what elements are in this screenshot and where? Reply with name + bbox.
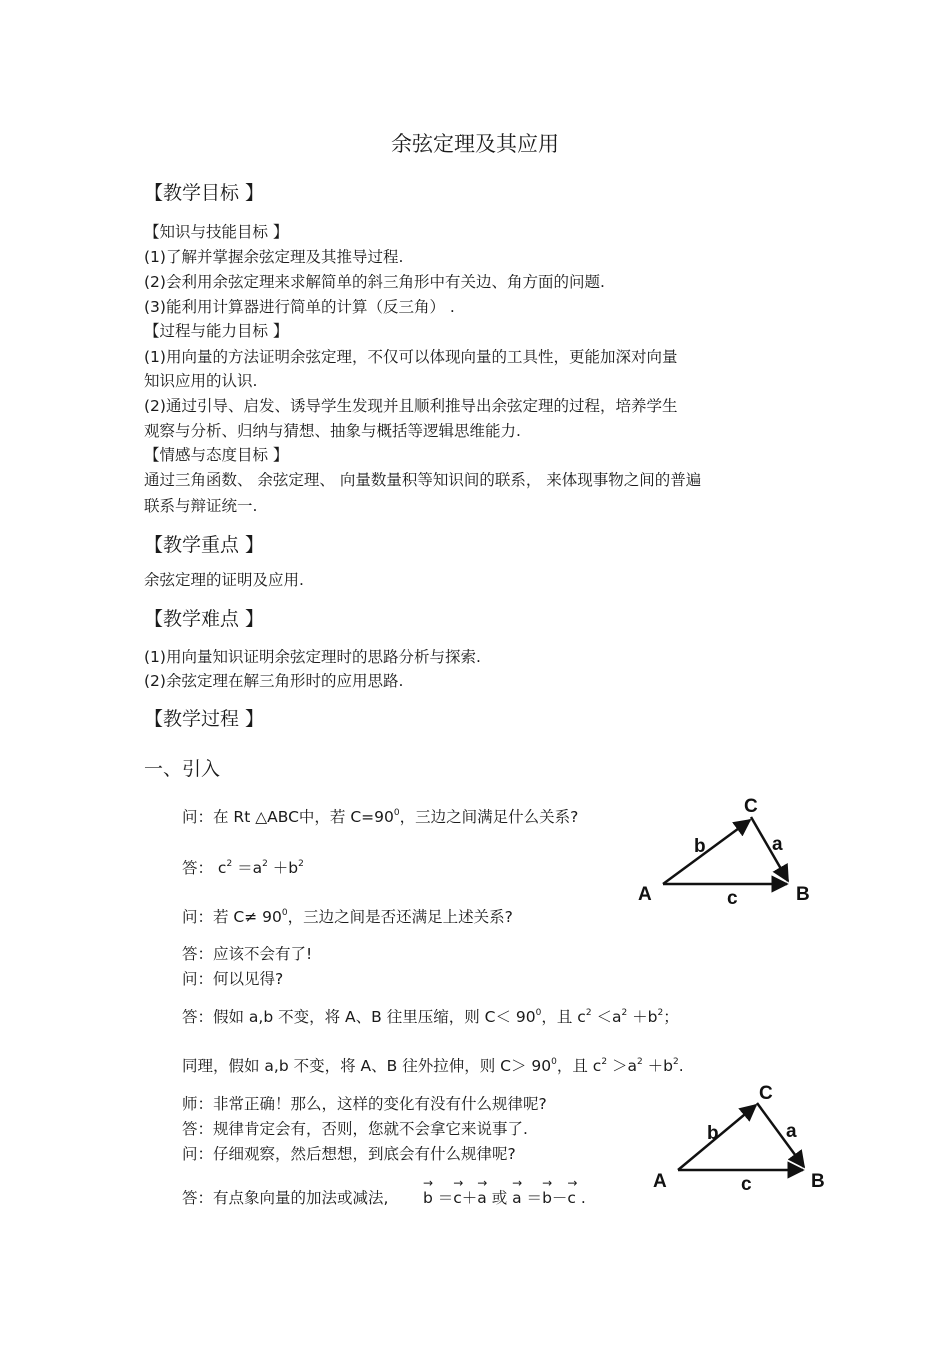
process-item-line-3: (2)通过引导、启发、诱导学生发现并且顺利推导出余弦定理的过程，培养学生	[144, 397, 678, 415]
vertex-label-B: B	[811, 1171, 825, 1192]
key-points-text: 余弦定理的证明及应用.	[144, 571, 304, 589]
dialogue-answer-2: 答：应该不会有了!	[182, 945, 313, 963]
side-label-b: b	[694, 836, 706, 857]
dialogue-answer-3: 答：假如 a,b 不变，将 A、B 往里压缩，则 $C< 90^0$，且 $c^2 <a^2 +b^2$；	[182, 1008, 679, 1026]
side-label-a: a	[786, 1121, 797, 1142]
knowledge-item-1: (1)了解并掌握余弦定理及其推导过程.	[144, 248, 404, 266]
document-title: 余弦定理及其应用	[391, 132, 559, 156]
section-introduction-heading: 一、引入	[144, 758, 221, 780]
side-label-b: b	[707, 1123, 719, 1144]
dialogue-question-3: 问：何以见得?	[182, 970, 284, 988]
dialogue-answer-3-continued: 同理，假如 a,b 不变，将 A、B 往外拉伸，则 $C> 90^0$，且 $c^2 >a^2 +b^2$.	[182, 1057, 684, 1075]
dialogue-answer-4: 答：规律肯定会有，否则，您就不会拿它来说事了.	[182, 1120, 528, 1138]
triangle-diagram-2	[645, 1075, 835, 1200]
dialogue-teacher-1: 师：非常正确！那么，这样的变化有没有什么规律呢?	[182, 1095, 547, 1113]
side-label-a: a	[772, 834, 783, 855]
difficulty-item-1: (1)用向量知识证明余弦定理时的思路分析与探索.	[144, 648, 481, 666]
vertex-label-C: C	[744, 796, 758, 817]
side-label-c: c	[741, 1174, 752, 1195]
dialogue-question-4: 问：仔细观察，然后想想，到底会有什么规律呢?	[182, 1145, 516, 1163]
process-item-line-4: 观察与分析、归纳与猜想、抽象与概括等逻辑思维能力.	[144, 422, 521, 440]
difficulties-heading: 【教学难点 】	[144, 608, 265, 630]
side-label-c: c	[727, 888, 738, 909]
vector-b	[663, 820, 750, 884]
emotion-objectives-heading: 【情感与态度目标 】	[144, 446, 289, 464]
dialogue-answer-5: 答：有点象向量的加法或减法, → b ＝→ c＋→ a 或 → a ＝→ b－→ c .	[182, 1186, 586, 1208]
key-points-heading: 【教学重点 】	[144, 534, 265, 556]
emotion-item-line-2: 联系与辩证统一.	[144, 497, 258, 515]
difficulty-item-2: (2)余弦定理在解三角形时的应用思路.	[144, 672, 404, 690]
knowledge-objectives-heading: 【知识与技能目标 】	[144, 223, 289, 241]
vertex-label-A: A	[638, 884, 652, 905]
dialogue-answer-1: 答： $c^2 =a^2 +b^2$	[182, 859, 304, 877]
dialogue-question-2: 问：若 $C\ne 90^0$，三边之间是否还满足上述关系?	[182, 908, 513, 926]
dialogue-question-1: 问：在 Rt △ABC中，若 $C=90^0$，三边之间满足什么关系?	[182, 808, 579, 826]
objectives-heading: 【教学目标 】	[144, 182, 265, 204]
vertex-label-A: A	[653, 1171, 667, 1192]
teaching-process-heading: 【教学过程 】	[144, 708, 265, 730]
vector-a	[757, 1103, 804, 1167]
knowledge-item-3: (3)能利用计算器进行简单的计算（反三角） .	[144, 298, 455, 316]
knowledge-item-2: (2)会利用余弦定理来求解简单的斜三角形中有关边、角方面的问题.	[144, 273, 605, 291]
triangle-diagram-1	[630, 790, 820, 915]
vertex-label-C: C	[759, 1083, 773, 1104]
emotion-item-line-1: 通过三角函数、 余弦定理、 向量数量积等知识间的联系， 来体现事物之间的普遍	[144, 471, 702, 489]
process-objectives-heading: 【过程与能力目标 】	[144, 322, 289, 340]
process-item-line-1: (1)用向量的方法证明余弦定理，不仅可以体现向量的工具性，更能加深对向量	[144, 348, 678, 366]
process-item-line-2: 知识应用的认识.	[144, 372, 258, 390]
vertex-label-B: B	[796, 884, 810, 905]
